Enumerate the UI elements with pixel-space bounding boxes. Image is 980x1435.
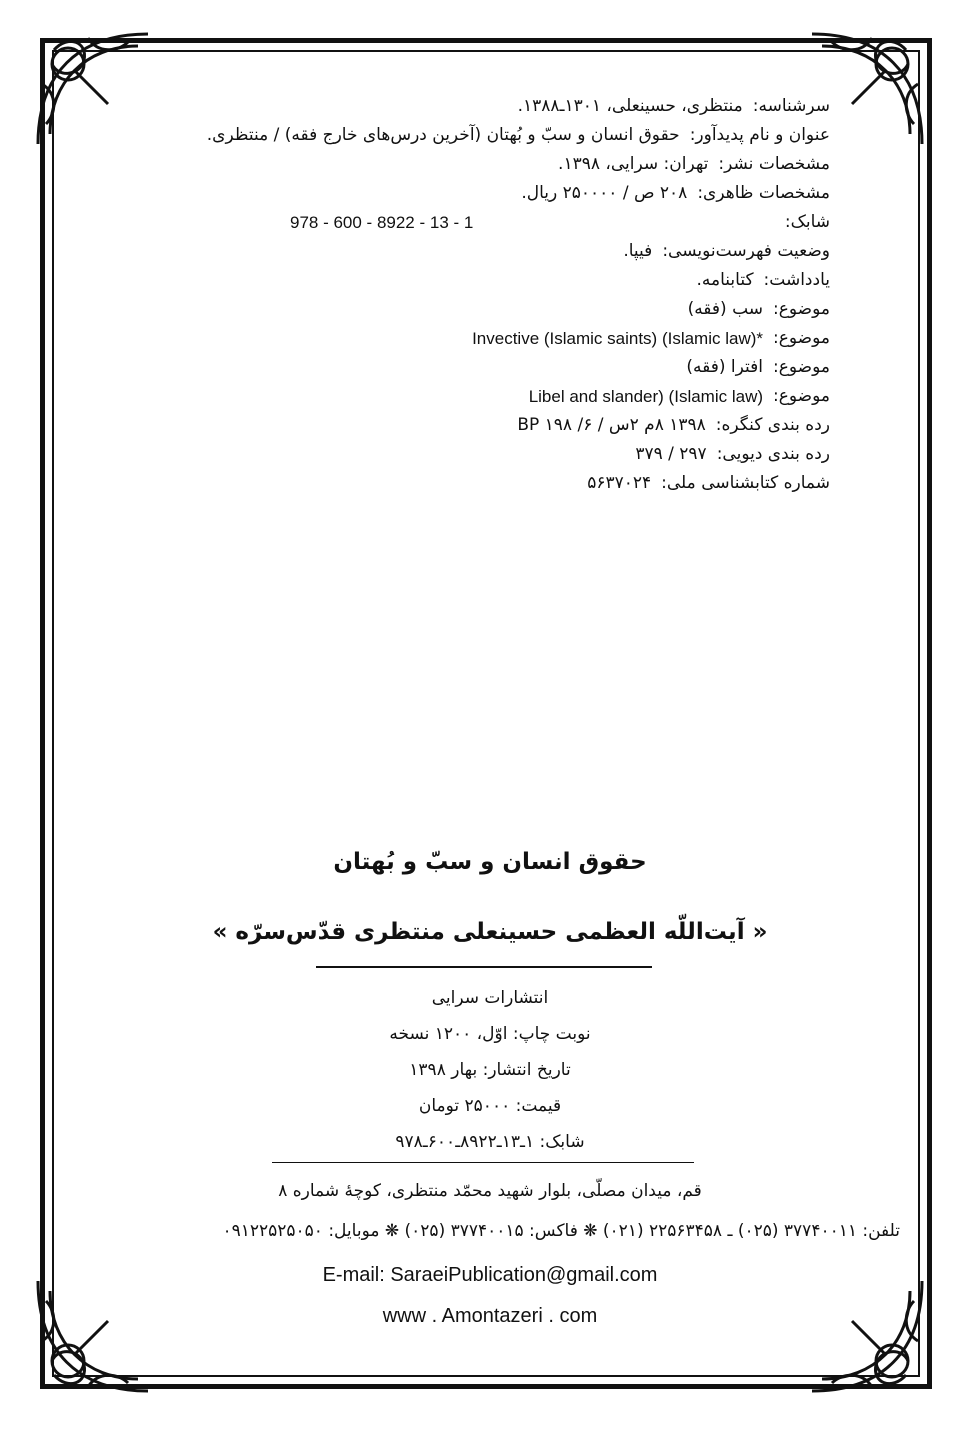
cataloging-in-publication <box>150 92 830 498</box>
cip-row <box>150 92 830 121</box>
cip-label: وضعیت فهرست‌نویسی: <box>662 241 830 261</box>
cip-value: حقوق انسان و سبّ و بُهتان (آخرین درس‌های خارج فقه) / منتظری. <box>206 125 680 145</box>
publication-info <box>0 980 980 1160</box>
cip-row <box>150 382 830 411</box>
cip-value: ۵۶۳۷۰۲۴ <box>587 473 652 493</box>
cip-label: موضوع: <box>773 386 830 406</box>
cip-label: سرشناسه: <box>752 96 830 116</box>
cip-row <box>150 237 830 266</box>
phone-numbers: تلفن: ۳۷۷۴۰۰۱۱ (۰۲۵) ـ ۲۲۵۶۳۴۵۸ (۰۲۱) ❋ فاکس: ۳۷۷۴۰۰۱۵ (۰۲۵) ❋ موبایل: ۰۹۱۲۲۵۲۵۰۵۰ <box>222 1221 900 1241</box>
publisher: انتشارات سرایی <box>431 988 549 1008</box>
cip-row <box>150 295 830 324</box>
cip-row <box>150 150 830 179</box>
cip-label: موضوع: <box>773 357 830 377</box>
cip-row <box>150 469 830 498</box>
cip-label: رده بندی کنگره: <box>715 415 830 435</box>
cip-value: تهران: سرایی، ۱۳۹۸. <box>558 154 709 174</box>
website-link[interactable]: www . Amontazeri . com <box>382 1305 598 1327</box>
cip-value: افترا (فقه) <box>686 357 764 377</box>
cip-row <box>150 324 830 353</box>
cip-value: Invective (Islamic saints) (Islamic law)* <box>472 329 764 348</box>
cip-label: مشخصات نشر: <box>718 154 830 174</box>
divider <box>272 1162 694 1163</box>
cip-row <box>150 440 830 469</box>
cip-value: منتظری، حسینعلی، ۱۳۰۱ـ۱۳۸۸. <box>517 96 743 116</box>
cip-label: رده بندی دیویی: <box>716 444 830 464</box>
corner-ornament-icon <box>28 24 158 154</box>
cip-row <box>150 208 830 237</box>
email-address[interactable]: E-mail: SaraeiPublication@gmail.com <box>322 1264 658 1286</box>
cip-value: فیپا. <box>623 241 653 261</box>
cip-value: کتابنامه. <box>696 270 754 290</box>
cip-value: ۱۳۹۸ ۸م ۲س / ۶/ ۱۹۸ BP <box>517 415 706 435</box>
divider <box>316 966 652 968</box>
title-block <box>0 842 980 952</box>
cip-value: سب (فقه) <box>687 299 764 319</box>
isbn: شابک: ۱ـ۱۳ـ۸۹۲۲ـ۶۰۰ـ۹۷۸ <box>395 1132 585 1152</box>
cip-value: Libel and slander) (Islamic law) <box>528 387 764 406</box>
corner-ornament-icon <box>802 1271 932 1401</box>
cip-label: یادداشت: <box>763 270 830 290</box>
corner-ornament-icon <box>28 1271 158 1401</box>
cip-label: عنوان و نام پدیدآور: <box>689 125 830 145</box>
author-name: « آیت‌اللّه العظمی حسینعلی منتظری قدّس‌سرّه » <box>212 919 768 945</box>
cip-label: مشخصات ظاهری: <box>697 183 830 203</box>
cip-label: شابک: <box>784 212 830 232</box>
cip-label: موضوع: <box>773 299 830 319</box>
cip-label: شماره کتابشناسی ملی: <box>661 473 830 493</box>
edition: نوبت چاپ: اوّل، ۱۲۰۰ نسخه <box>389 1024 591 1044</box>
cip-row <box>150 353 830 382</box>
cip-value: ۲۰۸ ص / ۲۵۰۰۰۰ ریال. <box>521 183 688 203</box>
cip-row <box>150 266 830 295</box>
cip-label: موضوع: <box>773 328 830 348</box>
publication-date: تاریخ انتشار: بهار ۱۳۹۸ <box>409 1060 571 1080</box>
cip-isbn-value: 978 - 600 - 8922 - 13 - 1 <box>290 213 474 232</box>
cip-row <box>150 179 830 208</box>
price: قیمت: ۲۵۰۰۰ تومان <box>418 1096 562 1116</box>
cip-value: ۲۹۷ / ۳۷۹ <box>635 444 707 464</box>
cip-row <box>150 121 830 150</box>
address: قم، میدان مصلّی، بلوار شهید محمّد منتظری، کوچهٔ شماره ۸ <box>278 1181 702 1201</box>
cip-row <box>150 411 830 440</box>
book-title: حقوق انسان و سبّ و بُهتان <box>333 849 647 875</box>
